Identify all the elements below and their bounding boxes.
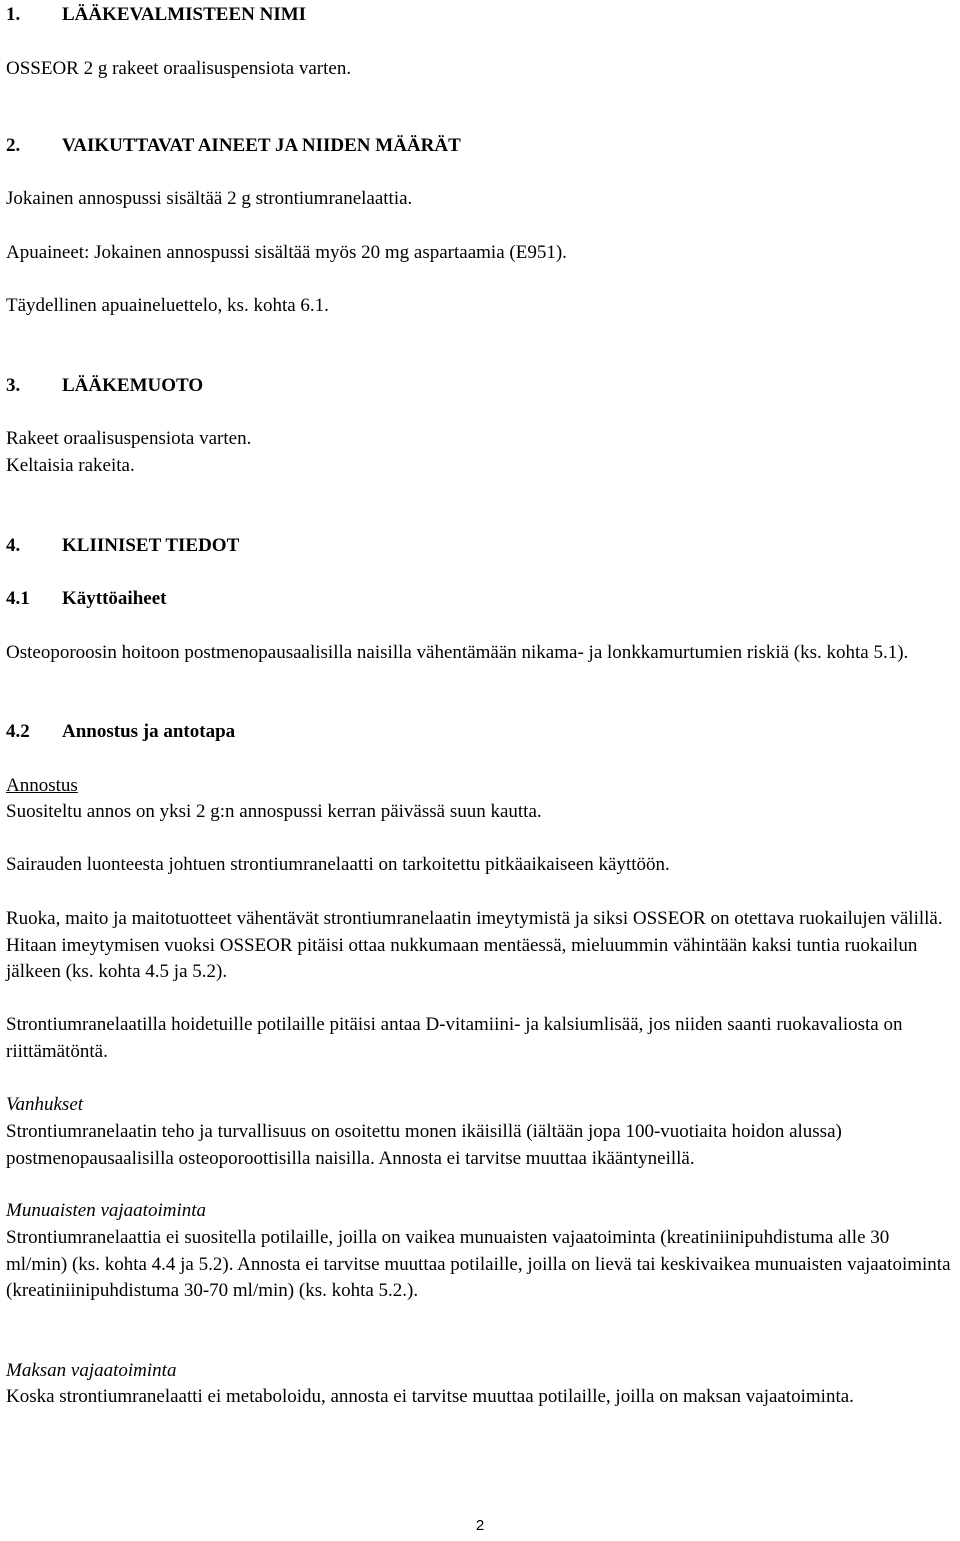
section-1-heading: [6, 2, 954, 29]
hepatic-impairment-label: Maksan vajaatoiminta: [6, 1360, 177, 1381]
page-number: 2: [475, 1517, 485, 1534]
excipients-text: Apuaineet: Jokainen annospussi sisältää myös 20 mg aspartaamia (E951).: [6, 242, 567, 263]
renal-impairment-text: Strontiumranelaattia ei suositella potilaille, joilla on vaikea munuaisten vajaatoiminta (kreatiniinipuhdistuma alle 30 ml/min) (ks. kohta 4.4 ja 5.2). Annosta ei tarvitse muuttaa potilaille, joilla on lievä tai keskivaikea munuaisten vajaatoiminta (kreatiniinipuhdistuma 30-70 ml/min) (ks. kohta 5.2.).: [6, 1227, 951, 1301]
posology-duration-text: Sairauden luonteesta johtuen strontiumranelaatti on tarkoitettu pitkäaikaiseen käyttöön.: [6, 854, 670, 875]
active-substance-text: Jokainen annospussi sisältää 2 g strontiumranelaattia.: [6, 188, 413, 209]
hepatic-impairment-text: Koska strontiumranelaatti ei metaboloidu, annosta ei tarvitse muuttaa potilaille, joilla on maksan vajaatoiminta.: [6, 1386, 854, 1407]
section-4-number: 4.: [6, 535, 21, 556]
appearance-text: Keltaisia rakeita.: [6, 455, 135, 476]
indications-text: Osteoporoosin hoitoon postmenopausaalisilla naisilla vähentämään nikama- ja lonkkamurtumien riskiä (ks. kohta 5.1).: [6, 642, 909, 663]
renal-impairment-label: Munuaisten vajaatoiminta: [6, 1200, 207, 1221]
elderly-label: Vanhukset: [6, 1094, 84, 1115]
posology-label: Annostus: [6, 775, 78, 796]
section-4-2-heading: [6, 719, 954, 746]
section-4-1-title: Käyttöaiheet: [62, 588, 167, 609]
section-3-title: LÄÄKEMUOTO: [62, 375, 204, 396]
elderly-text: Strontiumranelaatin teho ja turvallisuus on osoitettu monen ikäisillä (iältään jopa 100-vuotiaita hoidon alussa) postmenopausaalisilla osteoporoottisilla naisilla. Annosta ei tarvitse muuttaa ikääntyneillä.: [6, 1121, 842, 1169]
section-4-1-heading: [6, 586, 954, 613]
posology-supplement-text: Strontiumranelaatilla hoidetuille potilaille pitäisi antaa D-vitamiini- ja kalsiumlisää, jos niiden saanti ruokavaliosta on riittämätöntä.: [6, 1014, 903, 1062]
section-3-heading: [6, 373, 954, 400]
section-2-heading: [6, 133, 954, 160]
section-4-title: KLIINISET TIEDOT: [62, 535, 240, 556]
section-4-2-title: Annostus ja antotapa: [62, 721, 236, 742]
product-name-text: OSSEOR 2 g rakeet oraalisuspensiota varten.: [6, 58, 352, 79]
section-1-number: 1.: [6, 4, 21, 25]
excipients-reference-text: Täydellinen apuaineluettelo, ks. kohta 6.1.: [6, 295, 329, 316]
dosage-form-text: Rakeet oraalisuspensiota varten.: [6, 428, 252, 449]
section-2-number: 2.: [6, 135, 21, 156]
posology-food-text: Ruoka, maito ja maitotuotteet vähentävät strontiumranelaatin imeytymistä ja siksi OSSEOR on otettava ruokailujen välillä. Hitaan imeytymisen vuoksi OSSEOR pitäisi ottaa nukkumaan mentäessä, mieluummin vähintään kaksi tuntia ruokailun jälkeen (ks. kohta 4.5 ja 5.2).: [6, 908, 943, 982]
posology-dose-text: Suositeltu annos on yksi 2 g:n annospussi kerran päivässä suun kautta.: [6, 801, 542, 822]
section-4-1-number: 4.1: [6, 588, 30, 609]
section-2-title: VAIKUTTAVAT AINEET JA NIIDEN MÄÄRÄT: [62, 135, 461, 156]
section-4-2-number: 4.2: [6, 721, 30, 742]
section-3-number: 3.: [6, 375, 21, 396]
section-1-title: LÄÄKEVALMISTEEN NIMI: [62, 4, 307, 25]
section-4-heading: [6, 533, 954, 560]
